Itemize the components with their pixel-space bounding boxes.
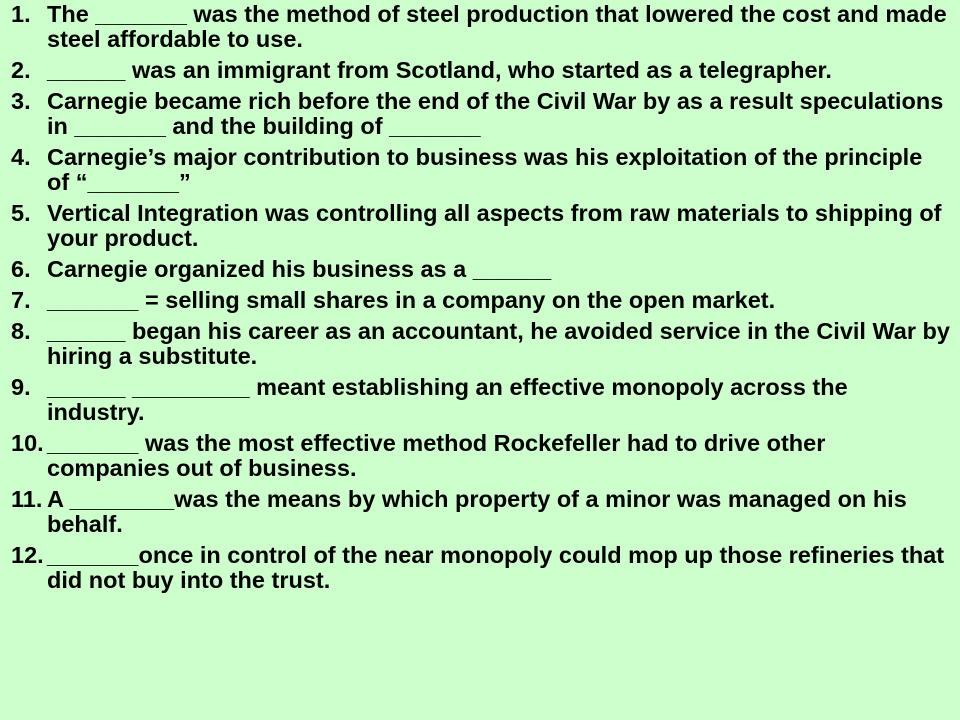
question-number: 10. [11,430,44,456]
question-number: 5. [11,200,31,226]
question-text: _______ = selling small shares in a company on the open market. [47,287,776,313]
question-number: 4. [11,144,31,170]
question-item-7 [0,288,950,313]
question-item-4 [0,145,950,195]
question-number: 6. [11,256,31,282]
question-number: 7. [11,287,31,313]
question-text: Carnegie became rich before the end of the Civil War by as a result speculations in _______ and the building of _______ [47,88,944,139]
question-item-1 [0,2,950,52]
question-item-11 [0,487,950,537]
question-item-8 [0,319,950,369]
question-text: ______ began his career as an accountant, he avoided service in the Civil War by hiring a substitute. [47,318,950,369]
question-item-2 [0,58,950,83]
question-number: 11. [11,486,43,512]
question-text: ______ was an immigrant from Scotland, who started as a telegrapher. [47,57,832,83]
question-text: A ________was the means by which property of a minor was managed on his behalf. [47,486,907,537]
question-number: 8. [11,318,31,344]
question-item-5 [0,201,950,251]
question-item-10 [0,431,950,481]
question-number: 9. [11,374,31,400]
question-item-6 [0,257,950,282]
question-item-12 [0,543,950,593]
question-text: _______ was the most effective method Rockefeller had to drive other companies out of business. [47,430,826,481]
question-number: 2. [11,57,31,83]
question-item-9 [0,375,950,425]
question-number: 3. [11,88,31,114]
question-text: Carnegie organized his business as a ______ [47,256,552,282]
question-text: Vertical Integration was controlling all aspects from raw materials to shipping of your product. [47,200,942,251]
question-list [0,2,950,599]
question-number: 12. [11,542,44,568]
question-item-3 [0,89,950,139]
question-number: 1. [11,1,31,27]
question-text: _______once in control of the near monopoly could mop up those refineries that did not buy into the trust. [47,542,945,593]
question-text: Carnegie’s major contribution to business was his exploitation of the principle of “_______” [47,144,923,195]
question-text: The _______ was the method of steel production that lowered the cost and made steel affordable to use. [47,1,947,52]
question-text: ______ _________ meant establishing an effective monopoly across the industry. [47,374,848,425]
